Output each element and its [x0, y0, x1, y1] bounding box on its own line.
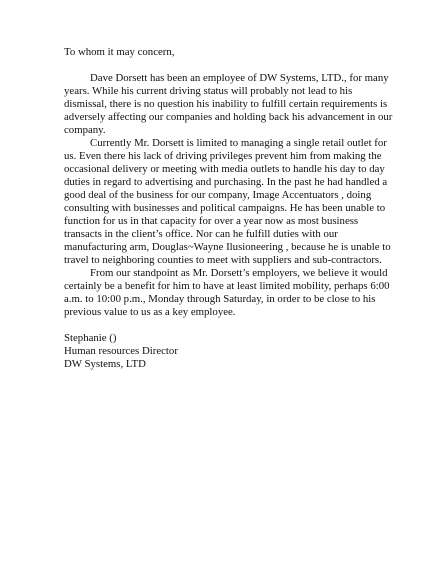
signature-block — [64, 332, 394, 371]
signatory-title: Human resources Director — [64, 345, 178, 357]
letter-paragraph-2: Currently Mr. Dorsett is limited to managing a single retail outlet for us. Even there his lack of driving privileges prevent him from making the occasional delivery or meeting with media outlets to handle his day to day duties in regard to advertising and purchasing. In the past he had handled a good deal of the business for our company, Image Accentuators , doing consulting with businesses and political campaigns. He has been unable to function for us in that capacity for over a year now as most business transacts in the client’s office. Nor can he fulfill duties with our manufacturing arm, Douglas~Wayne Ilusioneering , because he is unable to travel to neighboring counties to meet with suppliers and sub-contractors. — [64, 137, 391, 266]
signatory-name: Stephanie () — [64, 332, 117, 344]
letter-body — [64, 46, 394, 371]
letter-paragraph-1: Dave Dorsett has been an employee of DW Systems, LTD., for many years. While his current driving status will probably not lead to his dismissal, there is no question his inability to fulfill certain requirements is adversely affecting our companies and holding back his advancement in our company. — [64, 72, 393, 136]
letter-paragraph-3: From our standpoint as Mr. Dorsett’s employers, we believe it would certainly be a benefit for him to have at least limited mobility, perhaps 6:00 a.m. to 10:00 p.m., Monday through Saturday, in order to be close to his previous value to us as a key employee. — [64, 267, 390, 318]
letter-salutation: To whom it may concern, — [64, 46, 175, 58]
signatory-company: DW Systems, LTD — [64, 358, 146, 370]
